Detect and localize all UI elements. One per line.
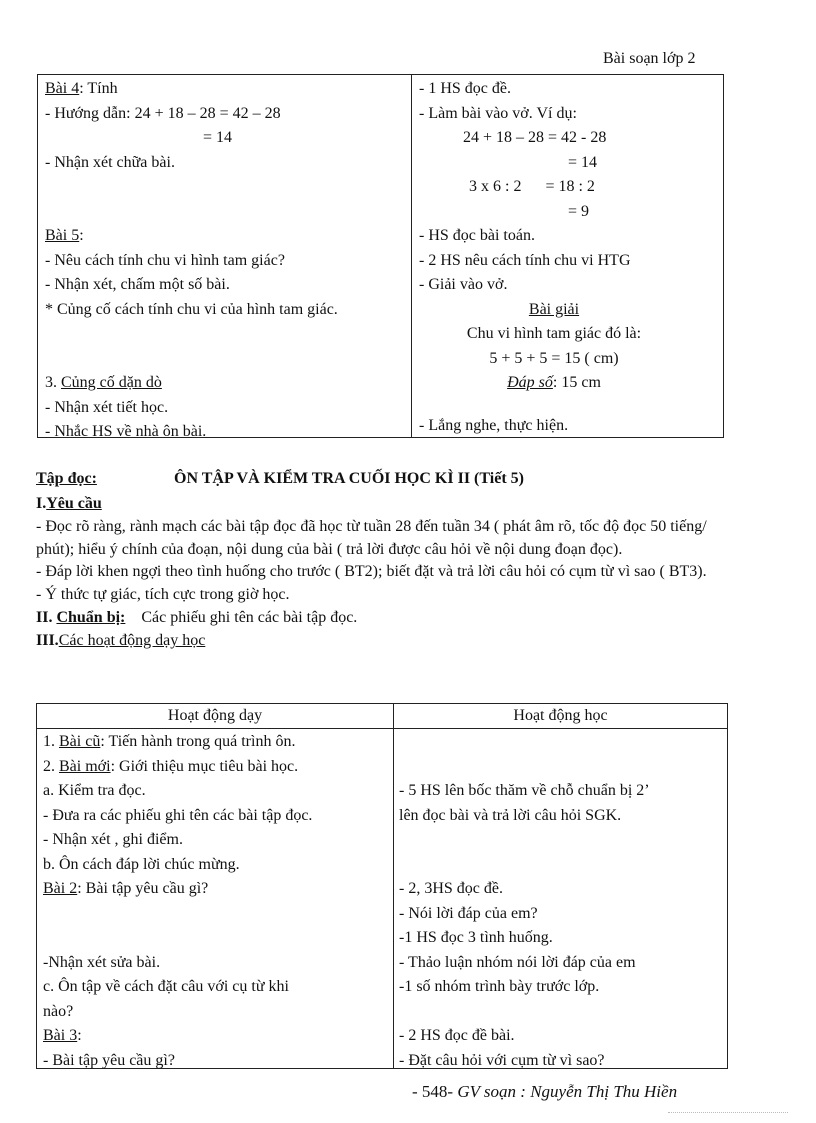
lesson-table-bottom: [36, 703, 728, 1069]
table-divider: [393, 704, 394, 1068]
table-divider: [37, 728, 727, 729]
list-item: lên đọc bài và trả lời câu hỏi SGK.: [399, 806, 622, 824]
list-item: -1 số nhóm trình bày trước lớp.: [399, 978, 600, 995]
column-header-student: Hoạt động học: [513, 707, 608, 724]
table-divider: [411, 75, 412, 437]
column-header-teacher: Hoạt động dạy: [167, 707, 263, 724]
list-item: - Nêu cách tính chu vi hình tam giác?: [45, 251, 285, 269]
list-item: - 2, 3HS đọc đề.: [399, 880, 503, 897]
list-item: [43, 902, 391, 927]
requirement-text: - Đáp lời khen ngợi theo tình huống cho trước ( BT2); biết đặt và trả lời câu hỏi có cụm từ vì sao ( BT3).: [36, 563, 707, 580]
list-item: 2. Bài mới: Giới thiệu mục tiêu bài học.: [43, 757, 299, 775]
list-item: Bài 2: Bài tập yêu cầu gì?: [43, 880, 209, 897]
page-footer: [412, 1080, 677, 1105]
list-item: - Nhận xét tiết học.: [45, 398, 169, 416]
list-item: 1. Bài cũ: Tiến hành trong quá trình ôn.: [43, 733, 296, 750]
answer-line: Đáp số: 15 cm: [507, 374, 601, 391]
list-item: - Nhận xét, chấm một số bài.: [45, 276, 230, 293]
teacher-column: [43, 730, 391, 1073]
list-item: - 5 HS lên bốc thăm về chỗ chuẩn bị 2’: [399, 782, 650, 799]
list-item: 24 + 18 – 28 = 42 - 28: [463, 129, 607, 146]
list-item: [399, 730, 725, 755]
list-item: [399, 828, 725, 853]
lesson-title: ÔN TẬP VÀ KIỂM TRA CUỐI HỌC KÌ II (Tiết 5): [174, 470, 524, 487]
list-item: 3 x 6 : 2 = 18 : 2: [469, 178, 595, 195]
section-heading: III.Các hoạt động dạy học: [36, 632, 206, 649]
list-item: -Nhận xét sửa bài.: [43, 953, 161, 971]
list-item: - Đưa ra các phiếu ghi tên các bài tập đọc.: [43, 806, 313, 824]
list-item: [399, 755, 725, 780]
list-item: - Nói lời đáp của em?: [399, 904, 538, 922]
list-item: Bài 5:: [45, 227, 84, 244]
list-item: - Bài tập yêu cầu gì?: [43, 1051, 175, 1069]
list-item: Bài 3:: [43, 1027, 82, 1044]
list-item: Bài 4: Tính: [45, 80, 118, 97]
list-item: - Nhắc HS về nhà ôn bài.: [45, 423, 207, 440]
list-item: - 2 HS đọc đề bài.: [399, 1027, 515, 1044]
section-heading: I.Yêu cầu: [36, 495, 102, 512]
list-item: [43, 926, 391, 951]
subject-label: Tập đọc:: [36, 470, 97, 487]
list-item: - Nhận xét , ghi điểm.: [43, 831, 183, 848]
requirement-text: - Đọc rõ ràng, rành mạch các bài tập đọc đã học từ tuần 28 đến tuần 34 ( phát âm rõ, tốc độ đọc 50 tiếng/ phút); hiểu ý chính của đoạn, nội dung của bài ( trả lời được câu hỏi về nội dung đoạn đọc).: [36, 518, 707, 558]
lesson-table-top: [37, 74, 724, 438]
lesson-section: [36, 466, 736, 652]
list-item: * Củng cố cách tính chu vi của hình tam giác.: [45, 300, 338, 318]
list-item: - Giải vào vở.: [419, 276, 508, 293]
list-item: - Làm bài vào vở. Ví dụ:: [419, 104, 577, 122]
student-column: [399, 730, 725, 1073]
list-item: - 1 HS đọc đề.: [419, 80, 511, 97]
list-item: Chu vi hình tam giác đó là:: [466, 325, 642, 342]
author-credit: GV soạn : Nguyễn Thị Thu Hiền: [453, 1082, 678, 1101]
requirement-text: - Ý thức tự giác, tích cực trong giờ học.: [36, 585, 290, 603]
list-item: - Đặt câu hỏi với cụm từ vì sao?: [399, 1051, 605, 1069]
list-item: [399, 1000, 725, 1025]
student-column: [419, 77, 719, 438]
list-item: - Lắng nghe, thực hiện.: [419, 416, 569, 434]
list-item: [399, 853, 725, 878]
list-item: - HS đọc bài toán.: [419, 227, 535, 244]
list-item: = 14: [568, 153, 598, 171]
footer-rule: [668, 1112, 788, 1115]
list-item: - Thảo luận nhóm nói lời đáp của em: [399, 953, 636, 971]
list-item: - Nhận xét chữa bài.: [45, 153, 175, 171]
list-item: - 2 HS nêu cách tính chu vi HTG: [419, 251, 631, 269]
list-item: 5 + 5 + 5 = 15 ( cm): [489, 349, 619, 367]
page-number: - 548-: [412, 1082, 454, 1101]
list-item: = 14: [203, 129, 233, 146]
list-item: = 9: [568, 202, 590, 220]
section-heading: II. Chuẩn bị: Các phiếu ghi tên các bài tập đọc.: [36, 609, 358, 626]
list-item: a. Kiểm tra đọc.: [43, 782, 146, 799]
list-item: b. Ôn cách đáp lời chúc mừng.: [43, 855, 240, 873]
solution-heading: Bài giải: [528, 300, 580, 318]
list-item: -1 HS đọc 3 tình huống.: [399, 929, 553, 946]
header-title: Bài soạn lớp 2: [603, 50, 696, 67]
list-item: 3. Củng cố dặn dò: [45, 374, 162, 391]
list-item: nào?: [43, 1002, 74, 1020]
list-item: c. Ôn tập về cách đặt câu với cụ từ khi: [43, 978, 289, 995]
lesson-title-row: [36, 466, 736, 492]
list-item: - Hướng dẫn: 24 + 18 – 28 = 42 – 28: [45, 104, 281, 122]
teacher-column: [45, 77, 407, 445]
